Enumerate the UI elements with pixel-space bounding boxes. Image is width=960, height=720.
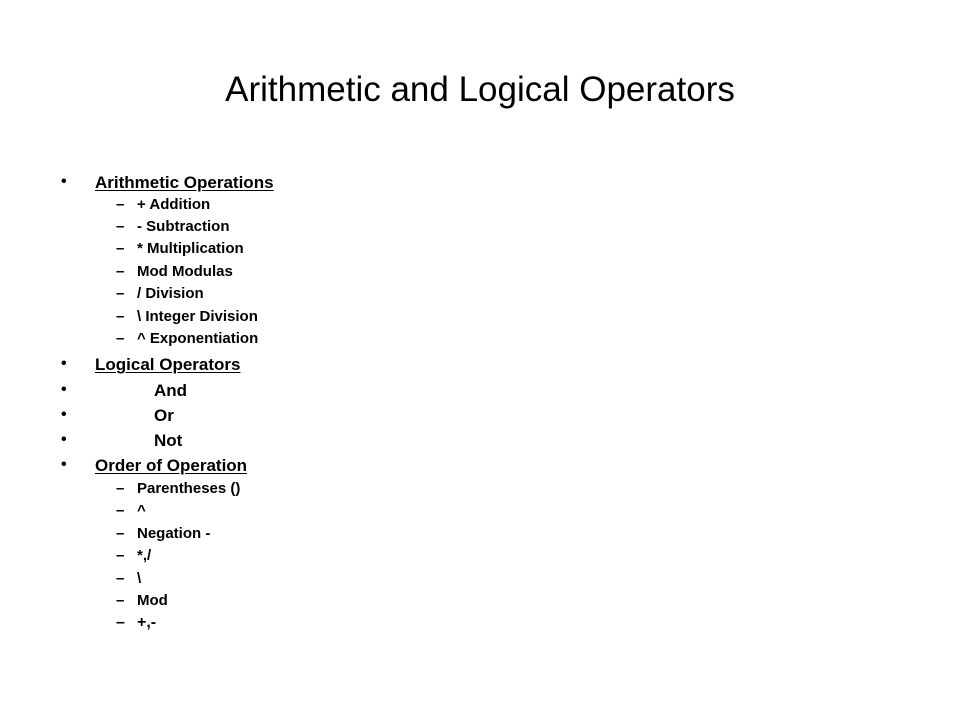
arithmetic-heading [61,173,274,193]
logical-heading [61,355,241,375]
item-text: / Division [137,285,204,302]
list-item [116,525,211,543]
bullet-icon: • [61,381,67,398]
list-item [116,570,142,588]
list-item [61,381,188,401]
list-item [61,431,183,451]
item-text: *,/ [137,547,152,564]
item-text: And [154,381,188,400]
dash-icon: – [116,196,125,213]
dash-icon: – [116,263,125,280]
list-item [116,240,244,258]
item-text: \ Integer Division [137,308,258,325]
bullet-icon: • [61,355,67,372]
item-text: Negation - [137,525,211,542]
item-text: Mod Modulas [137,263,233,280]
item-text: ^ Exponentiation [137,330,259,347]
list-item [116,285,204,303]
dash-icon: – [116,330,125,347]
bullet-icon: • [61,431,67,448]
bullet-icon: • [61,173,67,190]
dash-icon: – [116,308,125,325]
heading-text: Order of Operation [95,456,248,475]
bullet-icon: • [61,456,67,473]
list-item [116,547,152,565]
item-text: Mod [137,592,168,609]
dash-icon: – [116,480,125,497]
dash-icon: – [116,547,125,564]
dash-icon: – [116,285,125,302]
list-item [116,330,259,348]
dash-icon: – [116,614,125,631]
list-item [116,592,168,610]
item-text: + Addition [137,196,211,213]
item-text: - Subtraction [137,218,230,235]
dash-icon: – [116,525,125,542]
order-heading [61,456,248,476]
dash-icon: – [116,240,125,257]
list-item [116,196,211,214]
list-item [116,218,230,236]
slide-title: Arithmetic and Logical Operators [225,70,735,109]
item-text: Parentheses () [137,480,241,497]
list-item [61,406,174,426]
dash-icon: – [116,502,125,519]
dash-icon: – [116,570,125,587]
dash-icon: – [116,592,125,609]
list-item [116,263,233,281]
heading-text: Logical Operators [95,355,241,374]
item-text: \ [137,570,142,587]
list-item [116,480,241,498]
item-text: ^ [137,502,146,519]
item-text: Not [154,431,183,450]
heading-text: Arithmetic Operations [95,173,274,192]
bullet-icon: • [61,406,67,423]
item-text: +,- [137,614,157,631]
list-item [116,308,258,326]
item-text: Or [154,406,174,425]
list-item [116,614,157,632]
item-text: * Multiplication [137,240,244,257]
list-item [116,502,146,520]
dash-icon: – [116,218,125,235]
